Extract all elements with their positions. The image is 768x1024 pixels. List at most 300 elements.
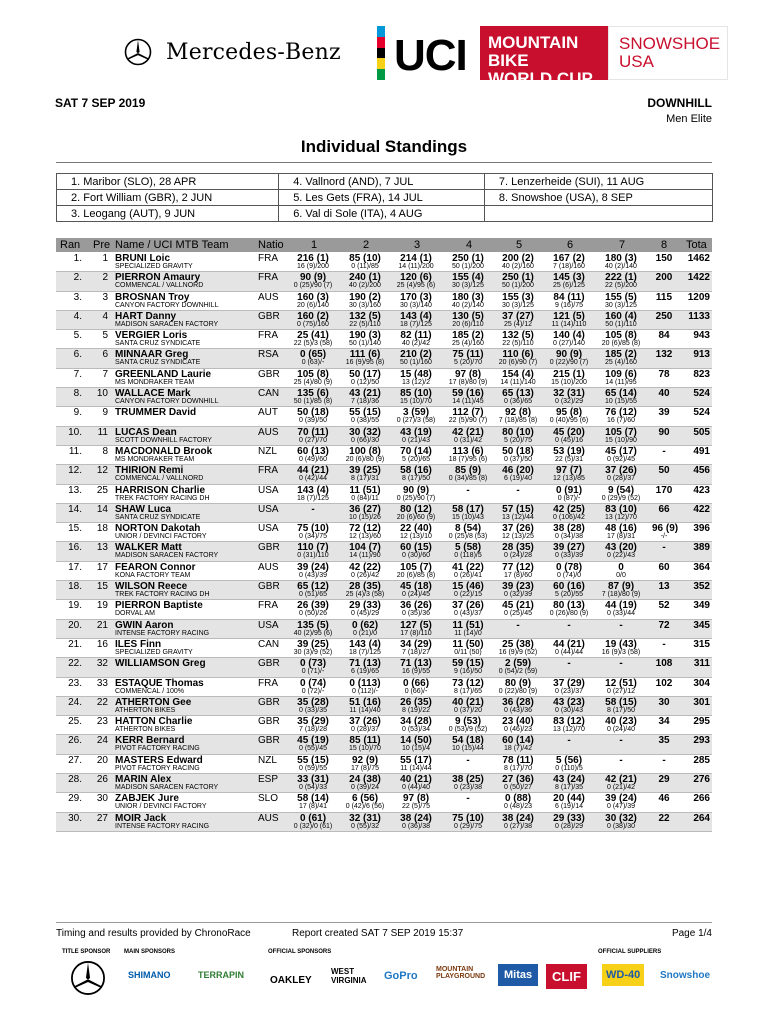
- round-detail: 0 (54)/2 (59): [498, 668, 538, 676]
- round-detail: 30 (3)/125: [502, 301, 534, 309]
- round-detail: 12 (13)/25: [502, 533, 534, 541]
- round-points: 58 (15): [605, 696, 637, 708]
- round-detail: 0 (24)/45: [401, 591, 431, 599]
- round-points: 39 (25): [349, 465, 381, 477]
- round-detail: 8 (17)/50: [606, 706, 636, 714]
- round-points: -: [662, 542, 666, 554]
- round-points: 95 (8): [555, 407, 583, 419]
- prev-rank-cell: 21: [96, 619, 108, 631]
- round-points: 0 (91): [555, 484, 583, 496]
- round-detail: 16 (9)/3 (58): [601, 648, 641, 656]
- round-points: 127 (5): [400, 619, 432, 631]
- round-points: 37 (26): [502, 523, 534, 535]
- venue-banner: [608, 26, 728, 80]
- prev-rank-cell: 13: [96, 542, 108, 554]
- uci-stripes: [377, 26, 385, 80]
- total-points: 304: [693, 677, 710, 689]
- rider-name: MASTERS Edward: [115, 754, 203, 766]
- nation-cell: NZL: [258, 754, 277, 766]
- round-points: 60 (14): [502, 735, 534, 747]
- round-detail: 0 (40)/95 (6): [549, 417, 589, 425]
- total-points: 491: [693, 445, 710, 457]
- team-name: COMMENCAL / VALLNORD: [115, 475, 204, 483]
- round-points: 30 (32): [349, 426, 381, 438]
- prev-rank-cell: 26: [96, 774, 108, 786]
- round-points: 105 (8): [605, 330, 637, 342]
- round-points: 132: [655, 349, 673, 361]
- round-detail: 0 (30)/43: [554, 706, 584, 714]
- round-detail: 30 (3)/9 (52): [293, 648, 333, 656]
- round-points: 70 (11): [297, 426, 329, 438]
- nation-cell: AUT: [258, 407, 278, 419]
- round-detail: 10 (15)/26: [349, 513, 381, 521]
- sponsor-logo: MOUNTAIN PLAYGROUND: [436, 966, 486, 980]
- rider-name: BROSNAN Troy: [115, 291, 190, 303]
- round-detail: 16 (9)/95 (8): [345, 359, 385, 367]
- round-detail: 0 (106)/42: [553, 513, 585, 521]
- round-detail: 7 (18)/27: [401, 648, 431, 656]
- round-points: 41 (22): [452, 561, 484, 573]
- round-detail: 0 (45)/16: [554, 436, 584, 444]
- round-detail: 0 (39)/24: [350, 784, 380, 792]
- nation-cell: AUS: [258, 291, 279, 303]
- sponsor-logo: SHIMANO: [128, 970, 171, 980]
- round-points: -: [619, 754, 623, 766]
- rider-name: GWIN Aaron: [115, 619, 174, 631]
- round-detail: 0 (25)/90 (7): [293, 282, 333, 290]
- team-name: KONA FACTORY TEAM: [115, 571, 191, 579]
- round-points: 160 (2): [297, 310, 329, 322]
- round-points: 155 (5): [605, 291, 637, 303]
- round-detail: 15 (10)/200: [551, 378, 587, 386]
- round-detail: 0 (26)/42: [350, 571, 380, 579]
- round-detail: 13 (12)/2: [401, 378, 431, 386]
- round-detail: 0 (37)/20: [453, 706, 483, 714]
- total-points: 285: [693, 754, 710, 766]
- page-header: [0, 0, 768, 90]
- round-points: 78: [658, 368, 670, 380]
- round-points: 108: [655, 658, 673, 670]
- team-name: SPECIALIZED GRAVITY: [115, 648, 193, 656]
- rank-cell: 10.: [68, 426, 82, 438]
- round-detail: 0 (35)/36: [401, 610, 431, 618]
- round-detail: 16 (7)/60: [606, 417, 636, 425]
- round-points: 54 (18): [452, 735, 484, 747]
- nation-cell: FRA: [258, 465, 278, 477]
- round-detail: 40 (2)/95 (6): [293, 629, 333, 637]
- round-points: 210 (2): [400, 349, 432, 361]
- team-name: UNIOR / DEVINCI FACTORY: [115, 533, 207, 541]
- round-points: 72 (12): [349, 523, 381, 535]
- round-points: 44 (19): [605, 600, 637, 612]
- round-detail: 0 (21)/43: [401, 436, 431, 444]
- title-divider: [56, 162, 712, 163]
- round-points: 40 (21): [400, 774, 432, 786]
- nation-cell: AUS: [258, 561, 279, 573]
- round-points: -: [466, 793, 470, 805]
- round-points: 9 (54): [607, 484, 635, 496]
- round-detail: 10 (15)/55: [605, 398, 637, 406]
- round-detail: 40 (2)/140: [452, 301, 484, 309]
- total-points: 1133: [688, 310, 710, 322]
- round-detail: 13 (12)/44: [502, 513, 534, 521]
- prev-rank-cell: 14: [96, 503, 108, 515]
- round-points: -: [516, 484, 520, 496]
- sponsor-logo: OAKLEY: [270, 975, 312, 986]
- round-points: 37 (26): [452, 600, 484, 612]
- round-detail: 18 (7)/125: [349, 648, 381, 656]
- round-points: 143 (4): [297, 484, 329, 496]
- round-detail: 14 (11)/140: [500, 378, 536, 386]
- nation-cell: AUS: [258, 812, 279, 824]
- round-points: 132 (5): [502, 330, 534, 342]
- round-points: 19 (43): [605, 638, 637, 650]
- rank-cell: 8.: [73, 388, 82, 400]
- round-detail: 0 (38)/30: [606, 822, 636, 830]
- round-detail: 20 (6)/85 (8): [396, 571, 436, 579]
- round-detail: 0 (33)/39: [554, 552, 584, 560]
- prev-rank-cell: 23: [96, 716, 108, 728]
- round-points: 90 (9): [555, 349, 583, 361]
- round-points: 58 (16): [400, 465, 432, 477]
- round-detail: 0 (34)/38: [554, 533, 584, 541]
- round-detail: 25 (4)/95 (6): [396, 282, 436, 290]
- round-detail: 20 (6)/140: [297, 301, 329, 309]
- table-row: [56, 678, 712, 697]
- round-points: 5 (58): [454, 542, 482, 554]
- round-points: 45 (21): [502, 600, 534, 612]
- prev-rank-cell: 1: [102, 253, 108, 264]
- round-points: 42 (21): [452, 426, 484, 438]
- rank-cell: 15.: [68, 523, 82, 535]
- round-detail: 6 (19)/40: [503, 475, 533, 483]
- rider-name: SHAW Luca: [115, 503, 172, 515]
- round-points: 72: [658, 619, 670, 631]
- rider-name: HART Danny: [115, 310, 177, 322]
- nation-cell: ESP: [258, 774, 279, 786]
- round-points: 36 (28): [502, 696, 534, 708]
- round-cell: [484, 206, 712, 222]
- round-detail: 17 (8)/75: [350, 764, 380, 772]
- round-detail: 0 (75)/160: [297, 320, 329, 328]
- rank-cell: 28.: [68, 774, 82, 786]
- standings-list: [56, 253, 712, 832]
- round-cell: 1. Maribor (SLO), 28 APR: [57, 174, 279, 190]
- team-name: UNIOR / DEVINCI FACTORY: [115, 803, 207, 811]
- team-name: SANTA CRUZ SYNDICATE: [115, 340, 201, 348]
- prev-rank-cell: 30: [96, 793, 108, 805]
- round-points: 214 (1): [400, 253, 432, 264]
- round-detail: 0 (28)/29: [554, 822, 584, 830]
- discipline: DOWNHILL: [647, 96, 712, 110]
- round-points: 25 (41): [297, 330, 329, 342]
- team-name: MADISON SARACEN FACTORY: [115, 784, 219, 792]
- team-name: CANYON FACTORY DOWNHILL: [115, 398, 219, 406]
- round-detail: 25 (4)/12: [503, 320, 533, 328]
- round-points: 80 (13): [553, 600, 585, 612]
- sponsor-logo: GoPro: [384, 970, 418, 982]
- team-name: ATHERTON BIKES: [115, 726, 176, 734]
- round-detail: 6 (19)/65: [350, 668, 380, 676]
- brand-name: Mercedes-Benz: [166, 40, 341, 65]
- round-points: 55 (15): [349, 407, 381, 419]
- round-points: 240 (1): [349, 272, 381, 284]
- round-detail: 0 (36)/65: [503, 398, 533, 406]
- round-detail: 17 (8)/41: [298, 803, 328, 811]
- round-detail: 25 (6)/125: [553, 282, 585, 290]
- round-points: 0 (62): [351, 619, 379, 631]
- round-points: 58 (14): [297, 793, 329, 805]
- table-row: [56, 542, 712, 561]
- round-cell: 3. Leogang (AUT), 9 JUN: [57, 206, 279, 222]
- round-detail: 0 (55)/32: [350, 822, 380, 830]
- round-points: 65 (14): [605, 388, 637, 400]
- round-detail: 12 (13)/60: [349, 533, 381, 541]
- team-name: CANYON FACTORY DOWNHILL: [115, 301, 219, 309]
- round-detail: 7 (18)/36: [350, 398, 380, 406]
- round-points: 23 (40): [502, 716, 534, 728]
- round-cell: 8. Snowshoe (USA), 8 SEP: [484, 190, 712, 206]
- team-name: PIVOT FACTORY RACING: [115, 745, 200, 753]
- round-points: 250 (1): [502, 272, 534, 284]
- round-detail: 0 (25)/8 (53): [448, 533, 488, 541]
- col-r3: 3: [414, 239, 421, 251]
- round-points: 35 (29): [297, 716, 329, 728]
- col-r8: 8: [661, 239, 668, 251]
- category: Men Elite: [666, 113, 712, 125]
- rank-cell: 29.: [68, 793, 82, 805]
- round-detail: 22 (5)/110: [349, 320, 381, 328]
- round-points: 60 (16): [553, 581, 585, 593]
- round-detail: 0 (53)/9 (52): [448, 726, 488, 734]
- round-points: 33 (31): [297, 774, 329, 786]
- table-row: [56, 369, 712, 388]
- round-detail: 25 (4)/80 (9): [293, 378, 333, 386]
- round-detail: 0 (25)/90 (7): [396, 494, 436, 502]
- round-points: 59 (16): [452, 388, 484, 400]
- team-name: TREK FACTORY RACING DH: [115, 494, 210, 502]
- prev-rank-cell: 2: [102, 272, 108, 284]
- rank-cell: 27.: [68, 754, 82, 766]
- nation-cell: CAN: [258, 388, 280, 400]
- rider-name: ESTAQUE Thomas: [115, 677, 204, 689]
- round-points: 34 (28): [400, 716, 432, 728]
- round-detail: 50 (1)/200: [502, 282, 534, 290]
- table-row: [56, 581, 712, 600]
- round-detail: 0 (59)/55: [298, 764, 328, 772]
- nation-cell: GBR: [258, 581, 280, 593]
- round-points: 190 (2): [349, 291, 381, 303]
- round-points: -: [619, 619, 623, 631]
- round-detail: 0 (39)/50: [298, 417, 328, 425]
- round-points: 6 (56): [351, 793, 379, 805]
- table-row: [56, 562, 712, 581]
- rank-cell: 17.: [68, 561, 82, 573]
- round-points: 50 (18): [297, 407, 329, 419]
- round-detail: 25 (4)/160: [605, 359, 637, 367]
- round-points: 110 (7): [297, 542, 329, 554]
- round-detail: 50 (1)/85 (8): [293, 398, 333, 406]
- round-points: 250 (1): [452, 253, 484, 264]
- table-row: [56, 253, 712, 272]
- round-detail: 14 (11)/90: [349, 552, 381, 560]
- round-points: 38 (24): [502, 812, 534, 824]
- round-detail: 0 (42)/44: [298, 475, 328, 483]
- round-points: 82 (11): [400, 330, 432, 342]
- round-points: 28 (35): [349, 581, 381, 593]
- round-detail: 0 (27)/3 (58): [396, 417, 436, 425]
- total-points: 364: [693, 561, 710, 573]
- rider-name: WALKER Matt: [115, 542, 182, 554]
- round-points: -: [619, 735, 623, 747]
- round-detail: 0 (48)/23: [503, 803, 533, 811]
- round-points: 60 (13): [297, 445, 329, 457]
- round-detail: 14 (11)/95: [605, 378, 637, 386]
- round-cell: 4. Vallnord (AND), 7 JUL: [279, 174, 485, 190]
- team-name: DORVAL AM: [115, 610, 155, 618]
- round-points: 80 (12): [400, 503, 432, 515]
- round-detail: 0 (66)/-: [404, 687, 428, 695]
- nation-cell: GBR: [258, 658, 280, 670]
- round-points: 154 (4): [502, 368, 534, 380]
- team-name: PIVOT FACTORY RACING: [115, 764, 200, 772]
- rank-cell: 2.: [73, 272, 82, 284]
- prev-rank-cell: 17: [96, 561, 108, 573]
- round-points: 15 (48): [400, 368, 432, 380]
- round-points: 43 (23): [553, 696, 585, 708]
- nation-cell: CAN: [258, 638, 280, 650]
- round-points: 25 (38): [502, 638, 534, 650]
- rank-cell: 18.: [68, 581, 82, 593]
- round-points: -: [567, 735, 571, 747]
- round-points: 73 (12): [452, 677, 484, 689]
- prev-rank-cell: 33: [96, 677, 108, 689]
- round-points: 84: [658, 330, 670, 342]
- sponsor-label: OFFICIAL SPONSORS: [268, 949, 332, 955]
- round-detail: 0 (23)/38: [453, 784, 483, 792]
- rider-name: MOIR Jack: [115, 812, 167, 824]
- round-detail: 8 (17)/70: [503, 764, 533, 772]
- prev-rank-cell: 18: [96, 523, 108, 535]
- round-points: -: [516, 619, 520, 631]
- rank-cell: 14.: [68, 503, 82, 515]
- round-points: 42 (25): [553, 503, 585, 515]
- round-points: 135 (6): [297, 388, 329, 400]
- round-detail: 7 (18)/80 (9): [601, 591, 641, 599]
- round-points: 53 (19): [553, 445, 585, 457]
- round-detail: -/-: [660, 533, 668, 541]
- round-detail: 22 (5)/3 (58): [293, 340, 333, 348]
- rider-name: PIERRON Baptiste: [115, 600, 203, 612]
- round-points: 84 (11): [553, 291, 585, 303]
- team-name: MS MONDRAKER TEAM: [115, 378, 195, 386]
- round-detail: 0 (118)/5: [454, 552, 482, 560]
- prev-rank-cell: 16: [96, 638, 108, 650]
- round-detail: 0 (27)/140: [553, 340, 585, 348]
- round-points: 97 (8): [454, 368, 482, 380]
- round-points: 155 (4): [452, 272, 484, 284]
- rank-cell: 3.: [73, 291, 82, 303]
- table-row: [56, 407, 712, 426]
- round-detail: 0 (28)/37: [606, 475, 636, 483]
- nation-cell: GBR: [258, 368, 280, 380]
- round-points: 13: [658, 581, 670, 593]
- round-points: 40 (23): [605, 716, 637, 728]
- round-points: 55 (17): [400, 754, 432, 766]
- total-points: 311: [693, 658, 710, 670]
- col-r1: 1: [311, 239, 318, 251]
- table-row: [56, 388, 712, 407]
- total-points: 295: [693, 716, 710, 728]
- round-detail: 0 (51)/65: [298, 591, 328, 599]
- table-row: [56, 774, 712, 793]
- col-total: Tota: [686, 239, 707, 251]
- round-points: 9 (53): [454, 716, 482, 728]
- nation-cell: FRA: [258, 272, 278, 284]
- round-points: 155 (3): [502, 291, 534, 303]
- round-points: 66: [658, 503, 670, 515]
- round-points: 65 (13): [502, 388, 534, 400]
- round-detail: 40 (2)/140: [605, 263, 637, 270]
- round-points: 0 (113): [349, 677, 381, 689]
- round-detail: 9 (16)/75: [554, 301, 584, 309]
- prev-rank-cell: 7: [102, 368, 108, 380]
- total-points: 352: [693, 581, 710, 593]
- round-detail: 0 (34)/85 (8): [448, 475, 488, 483]
- round-points: 44 (21): [553, 638, 585, 650]
- round-points: 29 (33): [553, 812, 585, 824]
- round-detail: 0 (28)/37: [350, 726, 380, 734]
- table-row: [56, 639, 712, 658]
- total-points: 1462: [687, 253, 710, 264]
- round-detail: 8 (17)/35: [554, 784, 584, 792]
- total-points: 524: [693, 388, 710, 400]
- round-detail: 0 (26)/80 (9): [549, 610, 589, 618]
- round-detail: 20 (6)/110: [452, 320, 484, 328]
- sponsor-logo: TERRAPIN: [198, 970, 245, 980]
- round-points: 40 (21): [452, 696, 484, 708]
- round-detail: 50 (1)/160: [400, 359, 432, 367]
- round-points: 42 (21): [605, 774, 637, 786]
- nation-cell: GBR: [258, 542, 280, 554]
- round-detail: 0 (11)/85: [351, 263, 379, 270]
- round-detail: 0 (31)/42: [453, 436, 483, 444]
- round-detail: 8 (17)/65: [453, 687, 483, 695]
- round-points: 200 (2): [502, 253, 534, 264]
- sponsor-logo: WD-40: [602, 964, 644, 986]
- col-nation: Natio: [258, 239, 284, 251]
- nation-cell: GBR: [258, 310, 280, 322]
- team-name: SANTA CRUZ SYNDICATE: [115, 513, 201, 521]
- prev-rank-cell: 19: [96, 600, 108, 612]
- round-points: 20 (44): [553, 793, 585, 805]
- rounds-row: [57, 206, 713, 222]
- table-row: [56, 793, 712, 812]
- round-points: 0 (74): [299, 677, 327, 689]
- round-points: 85 (10): [400, 388, 432, 400]
- prev-rank-cell: 20: [96, 754, 108, 766]
- total-points: 423: [693, 484, 710, 496]
- rounds-row: [57, 174, 713, 190]
- rank-cell: 26.: [68, 735, 82, 747]
- round-points: 45 (19): [297, 735, 329, 747]
- round-points: 150: [655, 253, 673, 264]
- round-points: 43 (21): [349, 388, 381, 400]
- round-points: 143 (4): [349, 638, 381, 650]
- round-points: 140 (4): [553, 330, 585, 342]
- round-points: 40: [658, 388, 670, 400]
- round-points: 50 (17): [349, 368, 381, 380]
